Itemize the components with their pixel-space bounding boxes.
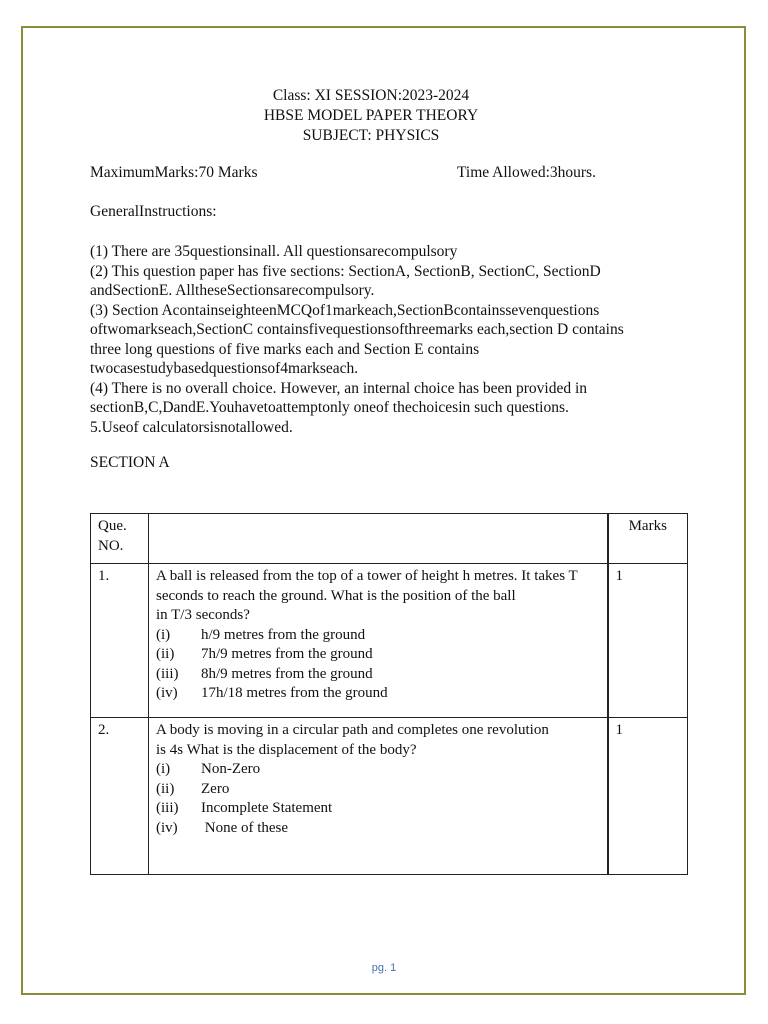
- option-label: (ii): [156, 646, 175, 662]
- table-row: [91, 564, 688, 718]
- instruction-line: oftwomarkseach,SectionC containsfivequestionsofthreemarks each,section D contains: [90, 321, 624, 338]
- option-label: (ii): [156, 780, 175, 797]
- option-row: [156, 780, 600, 800]
- marks-header: Marks: [608, 514, 688, 564]
- paper-header: [0, 86, 742, 146]
- paper-title: HBSE MODEL PAPER THEORY: [263, 107, 479, 124]
- question-text-line: in T/3 seconds?: [156, 607, 250, 623]
- option-row: [156, 684, 600, 704]
- option-row: [156, 626, 600, 646]
- que-no-header: Que. NO.: [91, 514, 149, 564]
- option-row: [156, 665, 600, 685]
- question-body: [149, 564, 608, 718]
- option-text: Non-Zero: [201, 761, 261, 777]
- instruction-line: (1) There are 35questionsinall. All questionsarecompulsory: [90, 243, 458, 260]
- instructions-list: [90, 242, 660, 437]
- instruction-line: (4) There is no overall choice. However, an internal choice has been provided in: [90, 379, 588, 397]
- section-title: SECTION A: [90, 454, 170, 471]
- option-label: (iii): [156, 800, 179, 816]
- question-header-empty: [149, 514, 608, 564]
- option-row: [156, 819, 600, 839]
- option-label: (i): [156, 626, 171, 643]
- question-text-line: A ball is released from the top of a tower of height h metres. It takes T: [156, 568, 578, 584]
- instruction-line: three long questions of five marks each and Section E contains: [90, 340, 480, 358]
- time-allowed: Time Allowed:3hours.: [457, 164, 596, 181]
- questions-table: [90, 513, 688, 875]
- question-text-line: A body is moving in a circular path and completes one revolution: [156, 722, 549, 738]
- page-number: pg. 1: [371, 962, 397, 974]
- question-marks: 1: [608, 718, 688, 875]
- option-text: 7h/9 metres from the ground: [201, 646, 373, 662]
- question-marks: 1: [608, 564, 688, 718]
- instruction-line: 5.Useof calculatorsisnotallowed.: [90, 418, 293, 436]
- option-label: (i): [156, 761, 171, 777]
- maximum-marks: MaximumMarks:70 Marks: [90, 164, 258, 181]
- question-body: [149, 718, 608, 875]
- instruction-line: andSectionE. AlltheseSectionsarecompulsory.: [90, 282, 375, 299]
- table-header-row: [91, 514, 688, 564]
- option-text: 17h/18 metres from the ground: [201, 685, 388, 701]
- option-text: None of these: [201, 819, 289, 836]
- option-text: Zero: [201, 780, 230, 797]
- option-label: (iv): [156, 685, 178, 701]
- option-label: (iii): [156, 665, 179, 682]
- option-row: [156, 645, 600, 665]
- option-text: h/9 metres from the ground: [201, 626, 366, 643]
- table-row: [91, 718, 688, 875]
- subject-line: SUBJECT: PHYSICS: [302, 127, 440, 144]
- option-text: Incomplete Statement: [201, 800, 333, 816]
- question-number: 1.: [91, 564, 149, 718]
- general-instructions-title: GeneralInstructions:: [90, 203, 217, 220]
- option-row: [156, 799, 600, 819]
- question-text-line: is 4s What is the displacement of the body?: [156, 741, 417, 758]
- question-text-line: seconds to reach the ground. What is the position of the ball: [156, 587, 516, 604]
- option-label: (iv): [156, 819, 178, 836]
- instruction-line: (2) This question paper has five sections: SectionA, SectionB, SectionC, SectionD: [90, 262, 601, 280]
- instruction-line: sectionB,C,DandE.Youhavetoattemptonly oneof thechoicesin such questions.: [90, 399, 569, 416]
- instruction-line: (3) Section AcontainseighteenMCQof1markeach,SectionBcontainssevenquestions: [90, 301, 600, 319]
- option-row: [156, 760, 600, 780]
- question-number: 2.: [91, 718, 149, 875]
- option-text: 8h/9 metres from the ground: [201, 665, 373, 682]
- class-session-line: Class: XI SESSION:2023-2024: [272, 87, 470, 104]
- instruction-line: twocasestudybasedquestionsof4markseach.: [90, 360, 359, 377]
